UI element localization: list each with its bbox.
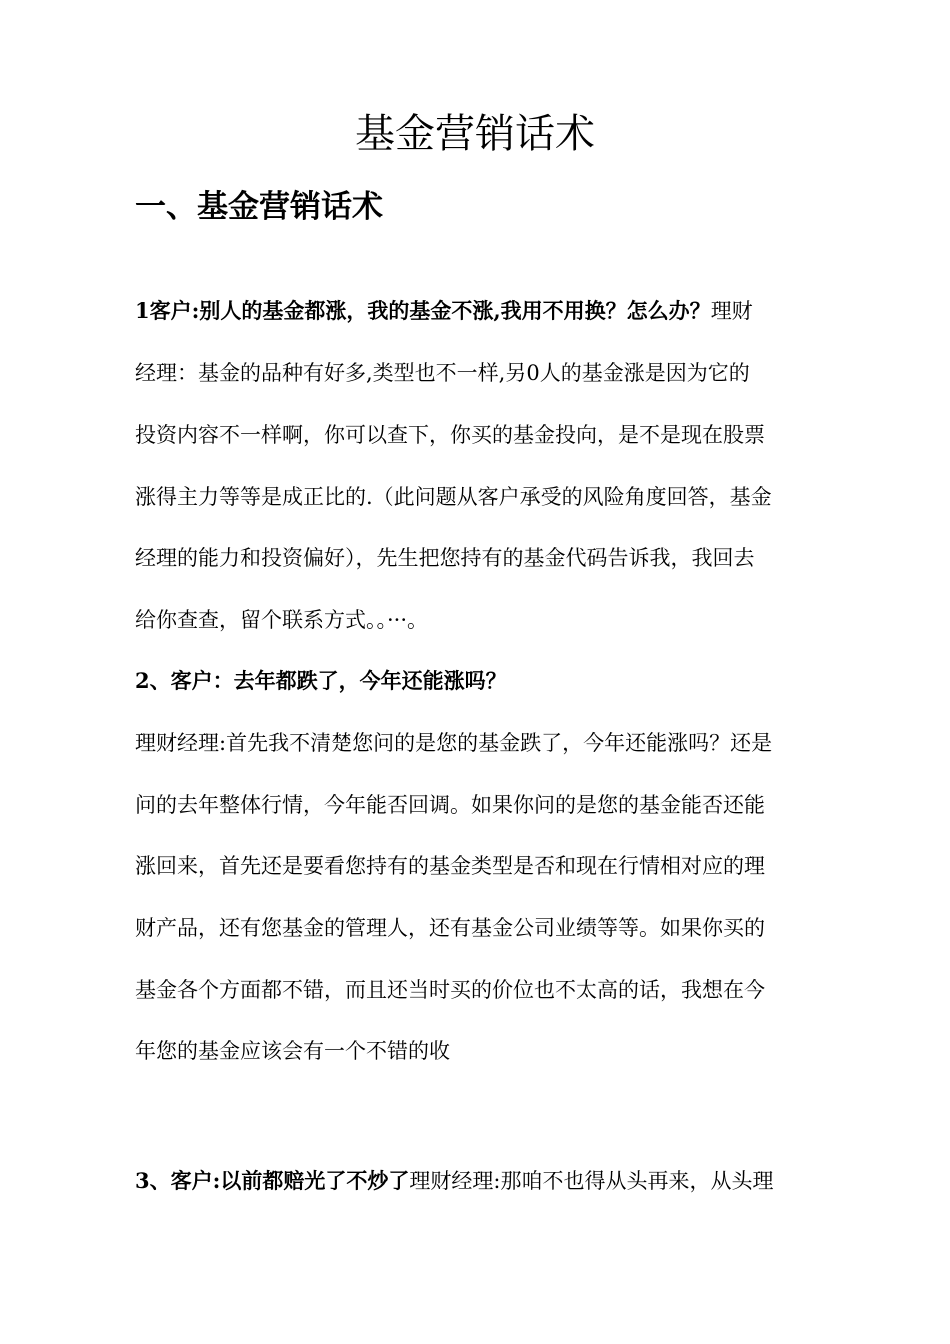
q2-answer-line: 基金各个方面都不错，而且还当时买的价位也不太高的话，我想在今: [135, 978, 765, 1002]
section-heading: 一、基金营销话术: [135, 189, 383, 225]
q1-line-1: [135, 296, 825, 326]
q2-answer-line: 涨回来，首先还是要看您持有的基金类型是否和现在行情相对应的理: [135, 854, 765, 878]
q3-line-1: [135, 1166, 825, 1196]
q1-answer-start: 理财: [710, 299, 753, 323]
q2-answer-line: 财产品，还有您基金的管理人，还有基金公司业绩等等。如果你买的: [135, 916, 765, 940]
document-title: 基金营销话术: [355, 111, 595, 157]
q2-answer-line: 年您的基金应该会有一个不错的收: [135, 1039, 450, 1063]
q2-answer-line: 理财经理:首先我不清楚您问的是您的基金跌了，今年还能涨吗？还是: [135, 731, 773, 755]
q2-question: 2、客户：去年都跌了，今年还能涨吗？: [135, 668, 507, 693]
q1-answer-line: 投资内容不一样啊，你可以查下，你买的基金投向，是不是现在股票: [135, 423, 765, 447]
q1-answer-line: 经理的能力和投资偏好），先生把您持有的基金代码告诉我，我回去: [135, 546, 755, 570]
q1-answer-line: 经理：基金的品种有好多,类型也不一样,另0人的基金涨是因为它的: [135, 361, 750, 385]
q1-answer-line: 涨得主力等等是成正比的.（此问题从客户承受的风险角度回答，基金: [135, 485, 772, 509]
q1-answer-line: 给你查查，留个联系方式。。···。: [135, 608, 429, 632]
q2-answer-line: 问的去年整体行情，今年能否回调。如果你问的是您的基金能否还能: [135, 793, 765, 817]
q1-question: 1客户:别人的基金都涨，我的基金不涨,我用不用换？怎么办？: [135, 298, 711, 323]
q3-question: 3、客户:以前都赔光了不炒了: [135, 1168, 410, 1193]
q3-answer-start: 理财经理:那咱不也得从头再来，从头理: [409, 1169, 774, 1193]
